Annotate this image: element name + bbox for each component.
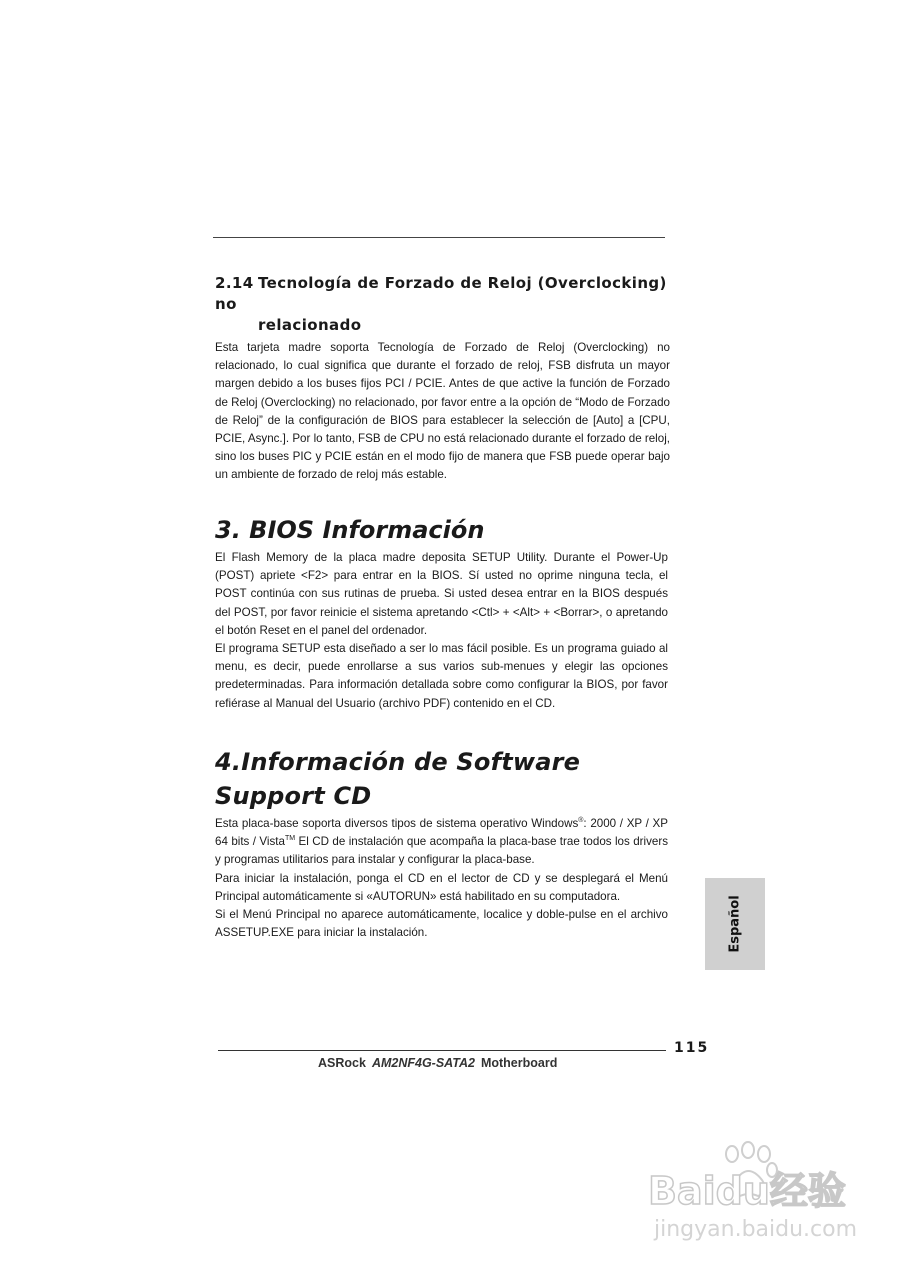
- language-side-tab: [705, 878, 765, 970]
- baidu-watermark: [640, 1140, 870, 1250]
- section-4-para-3: Si el Menú Principal no aparece automáticamente, localice y doble-pulse en el archivo ASSETUP.EXE para iniciar la instalación.: [215, 908, 668, 940]
- watermark-url: jingyan.baidu.com: [654, 1217, 858, 1242]
- page-number: 115: [674, 1040, 710, 1056]
- para-1-text-b: : 2000 / XP / XP 64 bits / Vista: [215, 817, 668, 849]
- para-1-text-a: Esta placa-base soporta diversos tipos de sistema operativo Windows: [215, 817, 579, 830]
- section-3: [215, 513, 668, 713]
- heading-line-1: Tecnología de Forzado de Reloj (Overclocking) no: [215, 274, 667, 313]
- trademark-mark: TM: [284, 835, 296, 843]
- section-4: [215, 745, 668, 942]
- top-rule: [213, 237, 665, 238]
- registered-mark: ®: [578, 817, 584, 824]
- section-4-para-1: [215, 815, 668, 870]
- section-4-heading: 4.Información de Software Support CD: [215, 748, 581, 810]
- section-2-14: [215, 273, 670, 485]
- para-1-text-c: El CD de instalación que acompaña la placa-base trae todos los drivers y programas utilitarios para instalar y configurar la placa-base.: [215, 835, 669, 867]
- section-3-heading: 3. BIOS Información: [215, 516, 485, 544]
- section-number: 2.14: [215, 274, 254, 292]
- footer-model: AM2NF4G-SATA2: [371, 1056, 475, 1070]
- watermark-logo-text: Baidu经验: [648, 1169, 846, 1213]
- section-3-para-2: El programa SETUP esta diseñado a ser lo mas fácil posible. Es un programa guiado al menu, es decir, puede enrollarse a sus varios sub-menues y elegir las opciones predeterminadas. Para información detallada sobre como configurar la BIOS, por favor refiérase al Manual del Usuario (archivo PDF) contenido en el CD.: [215, 642, 668, 710]
- section-3-para-1: El Flash Memory de la placa madre deposita SETUP Utility. Durante el Power-Up (POST) apriete <F2> para entrar en la BIOS. Sí usted no oprime ninguna tecla, el POST continúa con sus rutinas de prueba. Si usted desea entrar en la BIOS después del POST, por favor reinicie el sistema apretando <Ctl> + <Alt> + <Borrar>, o apretando el botón Reset en el panel del ordenador.: [215, 551, 668, 637]
- section-4-para-2: Para iniciar la instalación, ponga el CD en el lector de CD y se desplegará el Menú Principal automáticamente si «AUTORUN» está habilitado en su computadora.: [215, 871, 668, 903]
- heading-line-2: relacionado: [258, 316, 362, 334]
- section-2-14-body: Esta tarjeta madre soporta Tecnología de Forzado de Reloj (Overclocking) no relacionado, lo cual significa que durante el forzado de reloj, FSB disfruta un mayor margen debido a los buses fijos PCI / PCIE. Antes de que active la función de Forzado de Reloj (Overclocking) no relacionado, por favor entre a la opción de “Modo de Forzado de Reloj” de la configuración de BIOS para establecer la selección de [Auto] a [CPU, PCIE, Async.]. Por lo tanto, FSB de CPU no está relacionado durante el forzado de reloj, sino los buses PIC y PCIE están en el modo fijo de manera que FSB puede operar bajo un ambiente de forzado de reloj más estable.: [215, 341, 670, 482]
- bottom-rule: [218, 1050, 666, 1051]
- language-tab-label: Español: [727, 895, 743, 953]
- section-2-14-heading: [215, 273, 670, 336]
- page-footer: [318, 1056, 557, 1070]
- footer-brand: ASRock: [318, 1056, 366, 1070]
- footer-product: Motherboard: [480, 1056, 558, 1070]
